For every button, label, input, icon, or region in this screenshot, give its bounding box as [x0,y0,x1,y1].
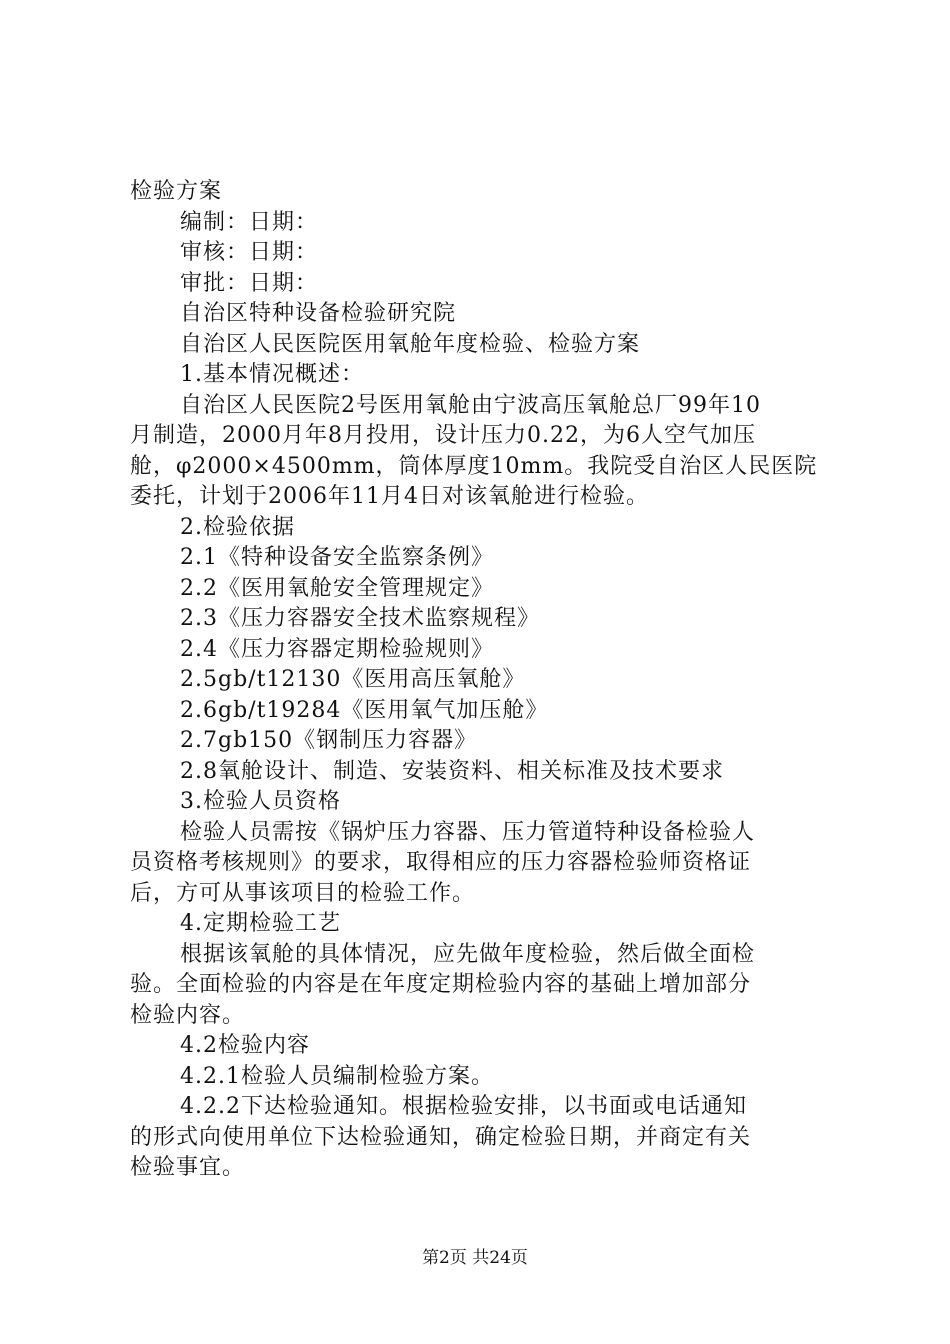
section-1-line-1: 自治区人民医院2号医用氧舱由宁波高压氧舱总厂99年10 [180,392,761,418]
signoff-compiled: 编制：日期： [180,209,319,235]
section-3-line-1: 检验人员需按《锅炉压力容器、压力管道特种设备检验人 [180,819,756,845]
document-body [130,177,830,1184]
section-2-item: 2.7gb150《钢制压力容器》 [180,728,478,753]
section-4-2-1: 4.2.1检验人员编制检验方案。 [180,1063,494,1089]
section-4-line-2: 验。全面检验的内容是在年度定期检验内容的基础上增加部分 [130,972,752,997]
section-1-line-4: 委托，计划于2006年11月4日对该氧舱进行检验。 [130,484,649,509]
section-2-item: 2.3《压力容器安全技术监察规程》 [180,606,540,631]
section-4-heading: 4.定期检验工艺 [180,911,341,936]
section-3-line-3: 后，方可从事该项目的检验工作。 [130,880,476,906]
document-title: 检验方案 [130,179,223,204]
section-2-item: 2.4《压力容器定期检验规则》 [180,636,494,662]
organization-name: 自治区特种设备检验研究院 [180,301,457,326]
section-2-item: 2.2《医用氧舱安全管理规定》 [180,575,494,601]
page-number-footer: 第2页 共24页 [422,1248,528,1268]
section-4-2-heading: 4.2检验内容 [180,1033,310,1058]
section-2-item: 2.5gb/t12130《医用高压氧舱》 [180,667,526,692]
section-4-line-3: 检验内容。 [130,1002,246,1028]
section-4-2-2-line-2: 的形式向使用单位下达检验通知，确定检验日期，并商定有关 [130,1124,752,1150]
section-3-line-2: 员资格考核规则》的要求，取得相应的压力容器检验师资格证 [130,850,752,875]
section-1-heading: 1.基本情况概述： [180,362,364,387]
section-4-2-2-line-1: 4.2.2下达检验通知。根据检验安排，以书面或电话通知 [180,1094,747,1119]
signoff-approved: 审批：日期： [180,270,319,296]
section-1-line-3: 舱，φ2000×4500mm，筒体厚度10mm。我院受自治区人民医院 [130,453,818,479]
section-2-item: 2.8氧舱设计、制造、安装资料、相关标准及技术要求 [180,758,724,784]
section-2-item: 2.6gb/t19284《医用氧气加压舱》 [180,697,549,723]
section-3-heading: 3.检验人员资格 [180,789,341,814]
section-4-2-2-line-3: 检验事宜。 [130,1155,246,1180]
signoff-reviewed: 审核：日期： [180,240,319,265]
section-2-item: 2.1《特种设备安全监察条例》 [180,545,494,570]
section-4-line-1: 根据该氧舱的具体情况，应先做年度检验，然后做全面检 [180,941,756,967]
section-2-heading: 2.检验依据 [180,514,295,540]
plan-title: 自治区人民医院医用氧舱年度检验、检验方案 [180,331,641,357]
section-1-line-2: 月制造，2000月年8月投用，设计压力0.22，为6人空气加压 [130,423,756,448]
